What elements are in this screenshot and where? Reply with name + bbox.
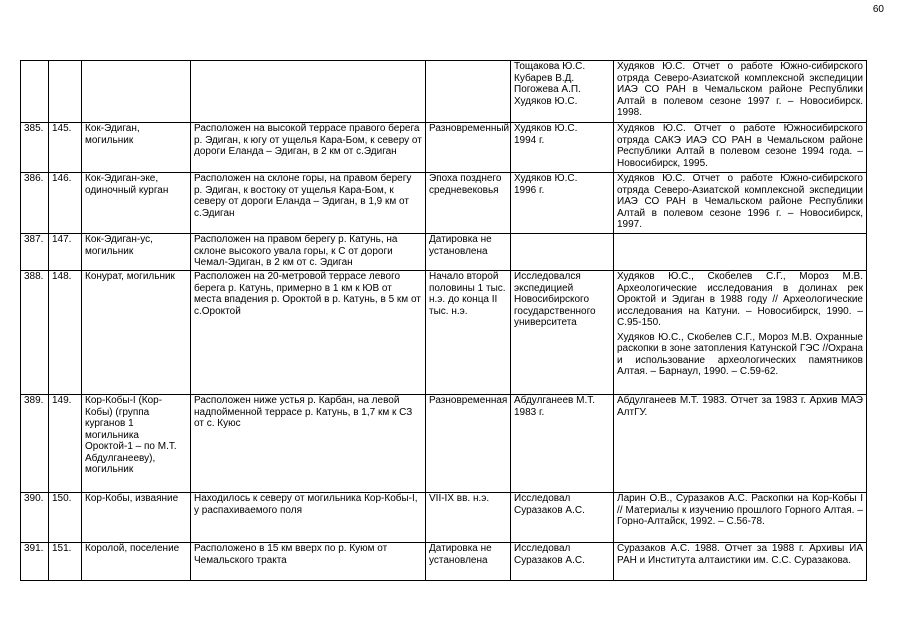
- table-row: [21, 173, 867, 234]
- dating-cell: Разновременная: [426, 395, 511, 493]
- researcher-line: Погожева А.П.: [514, 84, 581, 95]
- dating-cell: VII-IX вв. н.э.: [426, 493, 511, 543]
- monument-name: Кок-Эдиган, могильник: [82, 123, 191, 173]
- row-sub-number: [49, 61, 82, 123]
- reference-text: Худяков Ю.С., Скобелев С.Г., Мороз М.В. Охранные раскопки в зоне затопления Катунской ГЭС //Охрана и использование археологических памятников Алтая. – Барнаул, 1990. – С.59-62.: [617, 331, 863, 377]
- references-cell: [614, 271, 867, 395]
- row-number: 387.: [21, 234, 49, 271]
- researcher-line: Худяков Ю.С.: [514, 95, 578, 107]
- reference-text: Худяков Ю.С. Отчет о работе Южно-сибирского отряда Северо-Азиатской комплексной экспедиции ИАЭ СО РАН в Чемальском районе Республики Алтай в полевом сезоне 1997 г. – Новосибирск. 1998.: [617, 61, 863, 118]
- references-cell: [614, 61, 867, 123]
- row-number: 389.: [21, 395, 49, 493]
- reference-text: Худяков Ю.С., Скобелев С.Г., Мороз М.В. Археологические исследования в долинах рек Ороктой и Эдиган в 1988 году // Археологические исследования на Катуни. – Новосибирск, 1990. – С.95-150.: [617, 271, 863, 328]
- references-cell: [614, 173, 867, 234]
- dating-cell: Эпоха позднего средневековья: [426, 173, 511, 234]
- row-number: 386.: [21, 173, 49, 234]
- monuments-table: [20, 60, 867, 581]
- researcher-line: 1996 г.: [514, 184, 545, 196]
- table-row: [21, 493, 867, 543]
- page-number: 60: [872, 4, 884, 15]
- table-row: [21, 271, 867, 395]
- row-sub-number: 148.: [49, 271, 82, 395]
- dating-cell: Датировка не установлена: [426, 543, 511, 581]
- location-cell: Находилось к северу от могильника Кор-Кобы-I, у распахиваемого поля: [191, 493, 426, 543]
- row-number: 385.: [21, 123, 49, 173]
- reference-text: Абдулганеев М.Т. 1983. Отчет за 1983 г. Архив МАЭ АлтГУ.: [617, 395, 863, 418]
- row-sub-number: 149.: [49, 395, 82, 493]
- references-cell: [614, 123, 867, 173]
- monument-name: Кор-Кобы-I (Кор-Кобы) (группа курганов 1 могильника Ороктой-1 – по М.Т. Абдулганееву), могильник: [82, 395, 191, 493]
- researchers-cell: [511, 123, 614, 173]
- researcher-line: Худяков Ю.С.: [514, 173, 578, 184]
- monument-name: Кор-Кобы, изваяние: [82, 493, 191, 543]
- table-row: [21, 123, 867, 173]
- row-number: 390.: [21, 493, 49, 543]
- dating-cell: [426, 61, 511, 123]
- row-number: [21, 61, 49, 123]
- reference-text: Ларин О.В., Суразаков А.С. Раскопки на Кор-Кобы I // Материалы к изучению прошлого Горного Алтая. – Горно-Алтайск, 1992. – С.56-78.: [617, 493, 863, 527]
- table-row: [21, 543, 867, 581]
- researcher-line: Исследовался экспедицией Новосибирского государственного университета: [514, 271, 596, 328]
- researcher-line: Исследовал Суразаков А.С.: [514, 543, 585, 566]
- location-cell: Расположен на правом берегу р. Катунь, на склоне высокого увала горы, к С от дороги Чемал-Эдиган, в 2 км от с. Эдиган: [191, 234, 426, 271]
- row-sub-number: 145.: [49, 123, 82, 173]
- location-cell: Расположен на 20-метровой террасе левого берега р. Катунь, примерно в 1 км к ЮВ от места впадения р. Ороктой в р. Катунь, в 5 км от с.Ороктой: [191, 271, 426, 395]
- monument-name: Кок-Эдиган-ус, могильник: [82, 234, 191, 271]
- references-cell: [614, 395, 867, 493]
- references-cell: [614, 493, 867, 543]
- researchers-cell: [511, 493, 614, 543]
- references-cell: [614, 543, 867, 581]
- researchers-cell: [511, 395, 614, 493]
- monument-name: Кок-Эдиган-эке, одиночный курган: [82, 173, 191, 234]
- researcher-line: 1994 г.: [514, 134, 545, 146]
- row-number: 388.: [21, 271, 49, 395]
- monument-name: Конурат, могильник: [82, 271, 191, 395]
- row-sub-number: 146.: [49, 173, 82, 234]
- researcher-line: Худяков Ю.С.: [514, 123, 578, 134]
- row-sub-number: 147.: [49, 234, 82, 271]
- researchers-cell: [511, 234, 614, 271]
- reference-text: Худяков Ю.С. Отчет о работе Южно-сибирского отряда Северо-Азиатской комплексной экспедиции ИАЭ СО РАН в Чемальском районе Республики Алтай в полевом сезоне 1996 г. – Новосибирск, 1997.: [617, 173, 863, 230]
- table-body: [21, 61, 867, 581]
- researcher-line: Тощакова Ю.С.: [514, 61, 586, 72]
- monument-name: [82, 61, 191, 123]
- researcher-line: 1983 г.: [514, 406, 545, 418]
- location-cell: Расположен ниже устья р. Карбан, на левой надпойменной террасе р. Катунь, в 1,7 км к СЗ от с. Куюс: [191, 395, 426, 493]
- location-cell: Расположено в 15 км вверх по р. Куюм от Чемальского тракта: [191, 543, 426, 581]
- monument-name: Королой, поселение: [82, 543, 191, 581]
- row-sub-number: 151.: [49, 543, 82, 581]
- location-cell: Расположен на высокой террасе правого берега р. Эдиган, к югу от ущелья Кара-Бом, к северу от дороги Еланда – Эдиган, в 2 км от с.Эдиган: [191, 123, 426, 173]
- researcher-line: Абдулганеев М.Т.: [514, 395, 596, 406]
- reference-text: Суразаков А.С. 1988. Отчет за 1988 г. Архивы ИА РАН и Института алтаистики им. С.С. Суразакова.: [617, 543, 863, 566]
- researcher-line: Кубарев В.Д.: [514, 72, 575, 84]
- researcher-line: Исследовал Суразаков А.С.: [514, 493, 585, 516]
- dating-cell: Датировка не установлена: [426, 234, 511, 271]
- table-row: [21, 234, 867, 271]
- researchers-cell: [511, 173, 614, 234]
- reference-text: Худяков Ю.С. Отчет о работе Южносибирского отряда САКЭ ИАЭ СО РАН в Чемальском районе Республики Алтай в полевом сезоне 1994 года. –Новосибирск, 1995.: [617, 123, 863, 169]
- researchers-cell: [511, 543, 614, 581]
- location-cell: Расположен на склоне горы, на правом берегу р. Эдиган, к востоку от ущелья Кара-Бом, к северу от дороги Еланда – Эдиган, в 1,9 км от с.Эдиган: [191, 173, 426, 234]
- researchers-cell: [511, 61, 614, 123]
- row-number: 391.: [21, 543, 49, 581]
- references-cell: [614, 234, 867, 271]
- table-row: [21, 395, 867, 493]
- dating-cell: Начало второй половины 1 тыс. н.э. до конца II тыс. н.э.: [426, 271, 511, 395]
- row-sub-number: 150.: [49, 493, 82, 543]
- location-cell: [191, 61, 426, 123]
- dating-cell: Разновременный: [426, 123, 511, 173]
- researchers-cell: [511, 271, 614, 395]
- table-row: [21, 61, 867, 123]
